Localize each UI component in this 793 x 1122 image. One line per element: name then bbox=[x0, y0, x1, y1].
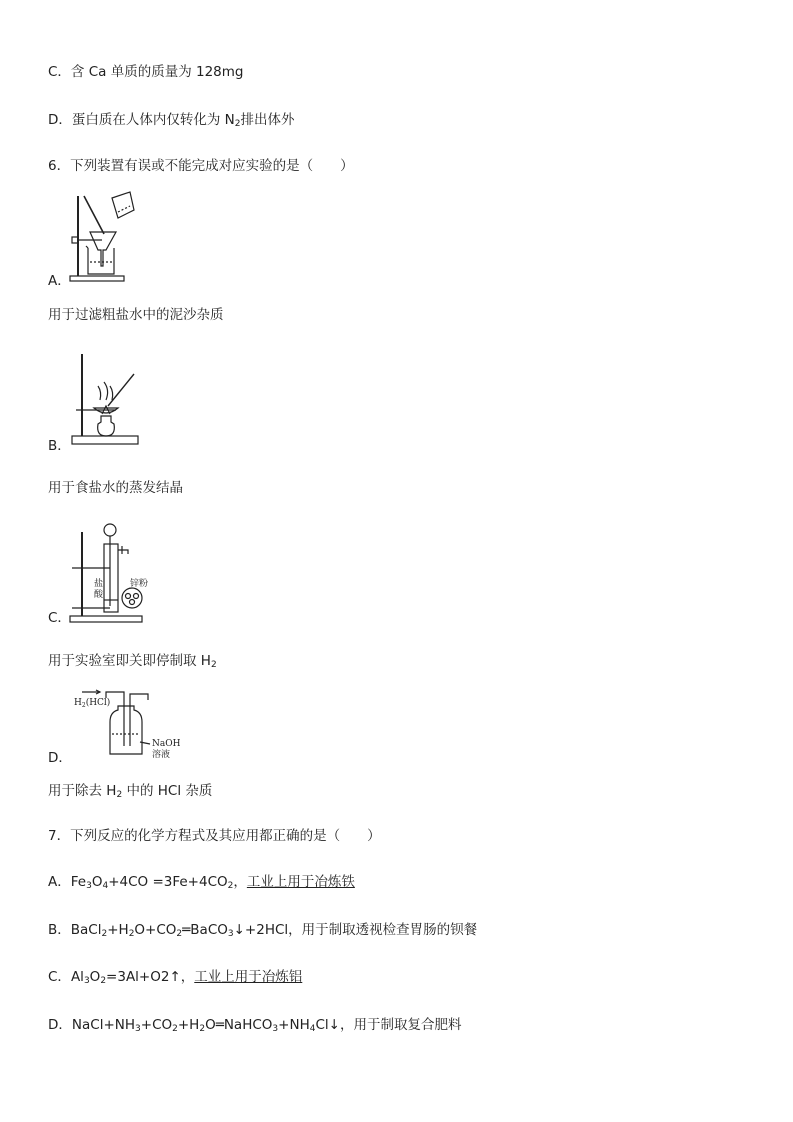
acid-label-2: 酸 bbox=[94, 590, 104, 600]
zinc-powder-label: 锌粉 bbox=[130, 579, 149, 589]
q5-option-c: C．含 Ca 单质的质量为 128mg bbox=[48, 64, 244, 80]
q6-option-d-desc-suffix: 中的 HCl 杂质 bbox=[122, 783, 213, 799]
filtration-apparatus-figure bbox=[68, 190, 140, 286]
acid-label-1: 盐 bbox=[94, 579, 104, 589]
q7-option-c-note: 工业上用于冶炼铝 bbox=[194, 969, 303, 985]
q6-option-c-desc-text: 用于实验室即关即停制取 H bbox=[48, 653, 211, 669]
q5-option-d-suffix: 排出体外 bbox=[240, 112, 295, 128]
q5-option-d-text: D．蛋白质在人体内仅转化为 N bbox=[48, 112, 235, 128]
q6-option-d-label: D． bbox=[48, 750, 72, 766]
q7-stem: 7．下列反应的化学方程式及其应用都正确的是（ ） bbox=[48, 828, 381, 844]
q5-option-d-sub: 2 bbox=[234, 119, 241, 129]
q6-stem: 6．下列装置有误或不能完成对应实验的是（ ） bbox=[48, 158, 354, 174]
q6-option-b-label: B． bbox=[48, 438, 71, 454]
q7-option-c: C．$Al_3O_2=3Al+O2↑$，工业上用于冶炼铝 bbox=[48, 969, 303, 986]
naoh-label: NaOH bbox=[152, 739, 181, 749]
gas-inlet-label: $H_2(HCl)$ bbox=[74, 698, 111, 709]
gas-washing-bottle-figure bbox=[72, 688, 182, 760]
solution-label: 溶液 bbox=[152, 750, 171, 760]
q6-option-c-label: C． bbox=[48, 610, 71, 626]
q7-option-a: A．$Fe_3O_4+4CO =3Fe+4CO_2$，工业上用于冶炼铁 bbox=[48, 874, 355, 891]
q5-option-d bbox=[48, 111, 295, 129]
q6-option-d-desc-sub: 2 bbox=[116, 790, 123, 800]
q7-option-b: B．$BaCl_2+H_2O+CO_2═BaCO_3↓+2HCl$，用于制取透视检查胃肠的钡餐 bbox=[48, 922, 478, 939]
hydrogen-generator-figure bbox=[66, 520, 162, 626]
q6-option-a-desc: 用于过滤粗盐水中的泥沙杂质 bbox=[48, 307, 224, 323]
q7-option-d: D．$NaCl+NH_3+CO_2+H_2O═NaHCO_3+NH_4Cl↓$，用于制取复合肥料 bbox=[48, 1017, 462, 1034]
q7-option-a-note: 工业上用于冶炼铁 bbox=[246, 874, 355, 890]
q6-option-c-desc-sub: 2 bbox=[210, 660, 217, 670]
evaporation-apparatus-figure bbox=[68, 352, 142, 450]
q6-option-c-desc bbox=[48, 652, 217, 670]
q6-option-a-label: A． bbox=[48, 273, 71, 289]
q6-option-b-desc: 用于食盐水的蒸发结晶 bbox=[48, 480, 183, 496]
q6-option-d-desc-text: 用于除去 H bbox=[48, 783, 117, 799]
q6-option-d-desc bbox=[48, 782, 212, 800]
